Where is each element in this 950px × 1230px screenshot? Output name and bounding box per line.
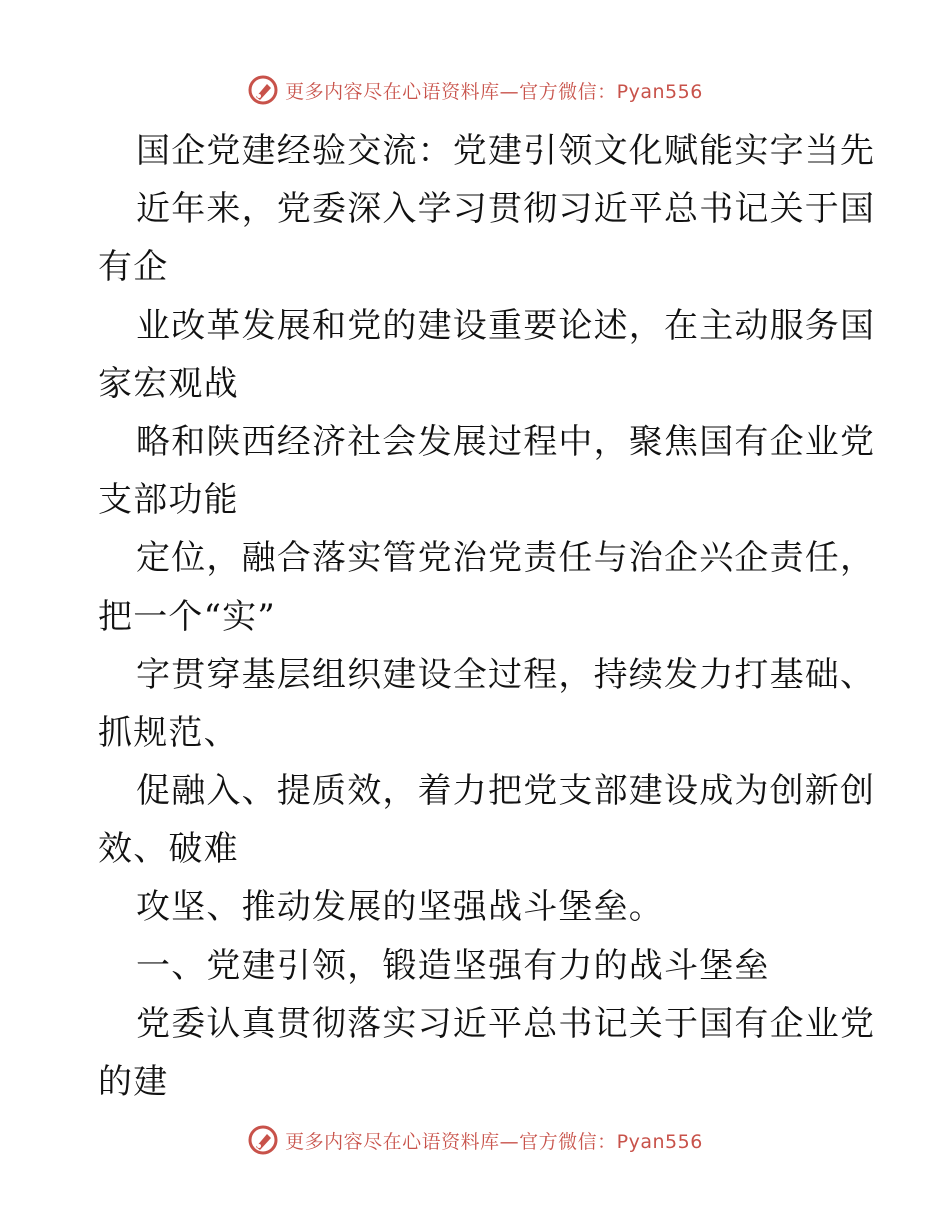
doc-line: 攻坚、推动发展的坚强战斗堡垒。 xyxy=(136,887,664,928)
doc-line: 家宏观战 xyxy=(98,363,239,404)
doc-line: 有企 xyxy=(98,247,169,288)
watermark-header xyxy=(0,72,950,108)
doc-line: 字贯穿基层组织建设全过程，持续发力打基础、 xyxy=(136,654,876,695)
doc-line: 国企党建经验交流：党建引领文化赋能实字当先 xyxy=(136,131,876,171)
doc-line: 支部功能 xyxy=(98,480,239,521)
watermark-text: 更多内容尽在心语资料库—官方微信：Pyan556 xyxy=(285,1130,703,1153)
doc-line: 的建 xyxy=(98,1062,169,1102)
watermark-footer xyxy=(0,1122,950,1158)
pen-logo-icon xyxy=(247,1124,279,1156)
doc-line: 业改革发展和党的建设重要论述，在主动服务国 xyxy=(136,305,876,346)
section-heading: 一、党建引领，锻造坚强有力的战斗堡垒 xyxy=(136,945,770,986)
doc-line: 效、破难 xyxy=(98,829,239,870)
watermark-text: 更多内容尽在心语资料库—官方微信：Pyan556 xyxy=(285,80,703,103)
doc-line: 促融入、提质效，着力把党支部建设成为创新创 xyxy=(136,771,876,812)
doc-line: 党委认真贯彻落实习近平总书记关于国有企业党 xyxy=(136,1003,876,1044)
pen-logo-icon xyxy=(247,74,279,106)
document-body xyxy=(98,122,876,1111)
doc-line: 把一个“实” xyxy=(98,596,276,637)
doc-line: 略和陕西经济社会发展过程中，聚焦国有企业党 xyxy=(136,421,876,462)
doc-line: 抓规范、 xyxy=(98,712,239,753)
doc-line: 近年来，党委深入学习贯彻习近平总书记关于国 xyxy=(136,189,876,230)
doc-line: 定位，融合落实管党治党责任与治企兴企责任， xyxy=(136,538,876,579)
